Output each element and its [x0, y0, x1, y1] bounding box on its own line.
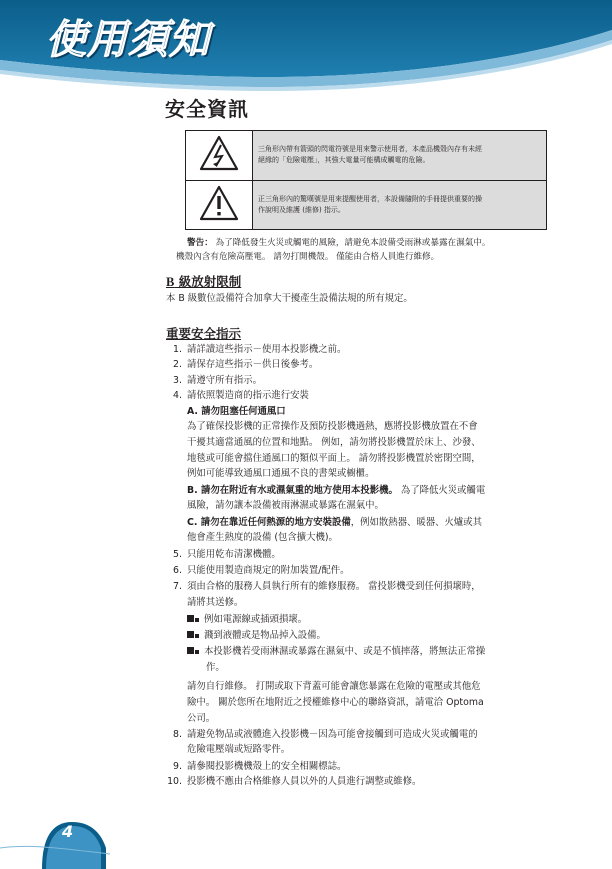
lightning-warning-icon [186, 131, 253, 181]
section-title: 安全資訊 [165, 97, 249, 121]
warning-label: 警告： [187, 238, 213, 248]
sub-item-a-text: 例如可能導致通風口通風不良的書架或櫥櫃。 [187, 468, 375, 479]
bullet-square-icon [187, 631, 194, 638]
page-number: 4 [62, 822, 74, 841]
warning-description: 正三角形內的驚嘆號是用來提醒使用者，本設備隨附的手冊提供重要的操 作說明及維護 (維修) 指示。 [253, 180, 547, 230]
class-b-heading: B 級放射限制 [166, 274, 242, 289]
page-number-tab [0, 808, 110, 869]
class-b-body: 本 B 級數位設備符合加拿大干擾產生設備法規的所有規定。 [166, 293, 413, 304]
sub-item-b-text: 風險，請勿讓本設備被雨淋濕或暴露在濕氣中。 [187, 500, 384, 511]
warning-note [176, 236, 559, 264]
bullet-square-icon [195, 618, 199, 622]
bullet-square-icon [187, 647, 194, 654]
warning-description: 三角形內帶有箭頭的閃電符號是用來警示使用者，本產品機殼內存有未經 絕緣的「危險電壓」，其強大電量可能構成觸電的危險。 [253, 131, 547, 181]
sub-item-c: C. 請勿在靠近任何熱源的地方安裝設備，例如散熱器、暖器、火爐或其 [187, 517, 482, 528]
item7-text: 公司。 [187, 713, 216, 724]
bullet-item: 本投影機若受雨淋濕或暴露在濕氣中、或是不慎摔落，將無法正常操 [187, 645, 485, 659]
bullet-square-icon [195, 650, 199, 654]
sub-item-a-text: 干擾其適當通風的位置和地點。 例如，請勿將投影機置於床上、沙發、 [187, 437, 481, 448]
sub-item-c-text: 他會產生熱度的設備 (包含擴大機)。 [187, 532, 338, 543]
chapter-title: 使用須知 [46, 17, 210, 63]
item7-text: 請勿自行維修。 打開或取下背蓋可能會讓您暴露在危險的電壓或其他危 [187, 681, 481, 692]
bullet-item: 濺到液體或是物品掉入設備。 [187, 629, 326, 643]
warning-symbol-table [185, 130, 547, 230]
sub-item-a-text: 地毯或可能會擋住通風口的類似平面上。 請勿將投影機置於密閉空間， [187, 453, 481, 464]
exclamation-warning-icon [186, 180, 253, 230]
bullet-item: 例如電源線或插頭損壞。 [187, 613, 307, 627]
table-row [186, 131, 547, 181]
sub-item-a-title: A. 請勿阻塞任何通風口 [187, 406, 286, 417]
bullet-square-icon [195, 634, 199, 638]
warning-text: 機殼內含有危險高壓電。 請勿打開機殼。 僅能由合格人員進行維修。 [176, 252, 440, 262]
table-row [186, 180, 547, 230]
item7-text: 險中。 關於您所在地附近之授權維修中心的聯絡資訊，請電洽 Optoma [187, 697, 484, 708]
sub-item-a-text: 為了確保投影機的正常操作及預防投影機過熱，應將投影機放置在不會 [187, 421, 478, 432]
bullet-square-icon [187, 615, 194, 622]
sub-item-b: B. 請勿在附近有水或濕氣重的地方使用本投影機。 為了降低火災或觸電 [187, 485, 486, 496]
bullet-item-cont: 作。 [206, 662, 225, 673]
safety-heading: 重要安全指示 [166, 326, 242, 341]
warning-text: 為了降低發生火災或觸電的風險，請避免本設備受雨淋或暴露在濕氣中。 [212, 238, 491, 248]
